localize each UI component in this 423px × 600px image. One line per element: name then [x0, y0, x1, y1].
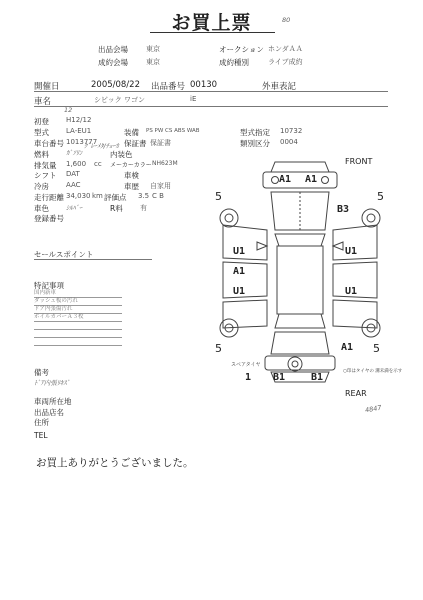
thanks-message: お買上ありがとうございました。	[36, 457, 194, 469]
special-note-item: ドア内張傷汚れ	[34, 305, 122, 314]
fuel-label: 燃料	[34, 150, 49, 159]
score-grade: C B	[152, 192, 164, 200]
code-rear-left-mark: 1	[245, 372, 252, 383]
lot-label: 出品番号	[151, 82, 186, 92]
side-number-bottom-left: 5	[215, 342, 222, 355]
small-note: 12	[64, 106, 73, 114]
contract-venue-label: 成約会場	[98, 58, 128, 67]
steering-value: 有	[140, 204, 147, 212]
model-label: 型式	[34, 128, 49, 137]
venue-value: 東京	[146, 45, 160, 53]
interior-color-label: 内装色	[110, 150, 133, 159]
grade-value: iE	[190, 95, 197, 103]
first-reg-label: 初登	[34, 117, 49, 126]
corner-mark: 80	[282, 16, 291, 24]
hand-note: ｸﾞﾚｰﾒﾀ/ﾁｮｰｶ	[84, 142, 119, 150]
code-right-u1-top: U1	[345, 246, 358, 257]
chassis-label: 車台番号	[34, 139, 64, 148]
type-designation-label: 型式指定	[240, 128, 270, 137]
code-rear-b1-left: B1	[273, 372, 286, 383]
mileage-value: 34,030	[66, 192, 91, 200]
ac-label: 冷房	[34, 182, 49, 191]
mileage-label: 走行距離	[34, 193, 64, 202]
maker-color-value: NH623M	[152, 160, 178, 167]
footer-mark: 4847	[364, 403, 383, 415]
date-label: 開催日	[34, 82, 60, 92]
auction-label: オークション	[219, 45, 264, 54]
contract-venue-value: 東京	[146, 58, 160, 66]
warranty-label: 保証書	[124, 139, 147, 148]
chassis-value: 1013777	[66, 138, 98, 146]
remarks-label: 備考	[34, 368, 49, 377]
vehicle-type-value: 自家用	[150, 182, 171, 190]
side-number-bottom-right: 5	[373, 342, 380, 355]
code-rear-right-a1: A1	[341, 342, 354, 353]
code-front-a1-right: A1	[305, 174, 318, 185]
first-reg-value: H12/12	[66, 116, 92, 124]
lot-value: 00130	[190, 80, 218, 90]
car-name-label: 車名	[34, 97, 52, 107]
contract-type-value: ライブ成約	[268, 58, 303, 66]
category-value: 0004	[280, 138, 298, 146]
venue-label: 出品会場	[98, 45, 128, 54]
code-right-u1-bottom: U1	[345, 286, 358, 297]
contract-type-label: 成約種別	[219, 58, 249, 67]
sales-point-label: セールスポイント	[34, 250, 94, 259]
warranty-value: 保証書	[150, 139, 171, 147]
fuel-value: ｶﾞｿﾘﾝ	[66, 149, 83, 157]
reg-number-label: 登録番号	[34, 214, 64, 223]
color-label: 車色	[34, 204, 49, 213]
location-label: 車両所在地	[34, 397, 72, 406]
shift-value: DAT	[66, 170, 80, 178]
special-notes-label: 特記事項	[34, 281, 64, 290]
page-title: お買上票	[171, 12, 252, 34]
code-left-u1-top: U1	[233, 246, 246, 257]
auction-value: ホンダＡＡ	[268, 45, 303, 53]
title-underline	[150, 32, 275, 33]
code-front-right-b3: B3	[337, 204, 350, 215]
name-divider	[34, 106, 388, 107]
shift-label: シフト	[34, 171, 57, 180]
code-front-a1-left: A1	[279, 174, 292, 185]
special-note-item: 国内新車	[34, 289, 122, 298]
displacement-label: 排気量	[34, 161, 57, 170]
code-left-a1: A1	[233, 266, 246, 277]
spare-tire-label: スペアタイヤ	[231, 362, 261, 368]
score-value: 3.5	[138, 192, 150, 200]
tire-note: ○印はタイヤの 溝未満を示す	[343, 369, 403, 374]
exterior-label: 外車表記	[262, 82, 297, 92]
ac-value: AAC	[66, 181, 81, 189]
maker-color-label: メーカーカラー	[110, 162, 152, 169]
code-left-u1-bottom: U1	[233, 286, 246, 297]
equipment-label: 装備	[124, 128, 139, 137]
event-divider	[34, 91, 388, 92]
tel-label: TEL	[34, 431, 48, 440]
mileage-unit: km	[92, 192, 103, 200]
side-number-top-left: 5	[215, 190, 222, 203]
sales-point-line	[34, 259, 152, 260]
rear-label: REAR	[345, 389, 367, 398]
displacement-value: 1,600	[66, 160, 87, 168]
car-name-value: シビック ワゴン	[94, 96, 145, 104]
code-rear-b1-right: B1	[311, 372, 324, 383]
front-label: FRONT	[345, 157, 373, 166]
color-value: ｼﾙﾊﾞｰ	[66, 204, 83, 212]
special-note-item: ダッシュ板の汚れ	[34, 297, 122, 306]
vehicle-type-label: 車歴	[124, 182, 139, 191]
address-label: 住所	[34, 418, 49, 427]
score-label: 評価点	[104, 193, 127, 202]
steering-label: R料	[110, 204, 123, 213]
date-value: 2005/08/22	[91, 80, 140, 90]
remarks-value: ﾄﾞｱ内張ﾘｷｽﾞ	[34, 379, 70, 387]
special-note-item: ホイルカバーＡ３枚	[34, 313, 122, 322]
inspection-label: 車検	[124, 171, 139, 180]
car-damage-diagram	[205, 150, 403, 400]
model-value: LA-EU1	[66, 127, 92, 135]
special-note-row-empty	[34, 337, 122, 346]
type-designation-value: 10732	[280, 127, 303, 135]
category-label: 類別区分	[240, 139, 270, 148]
displacement-unit: cc	[94, 160, 102, 168]
side-number-top-right: 5	[377, 190, 384, 203]
store-label: 出品店名	[34, 408, 64, 417]
equipment-value: PS PW CS ABS WAB	[146, 128, 200, 134]
